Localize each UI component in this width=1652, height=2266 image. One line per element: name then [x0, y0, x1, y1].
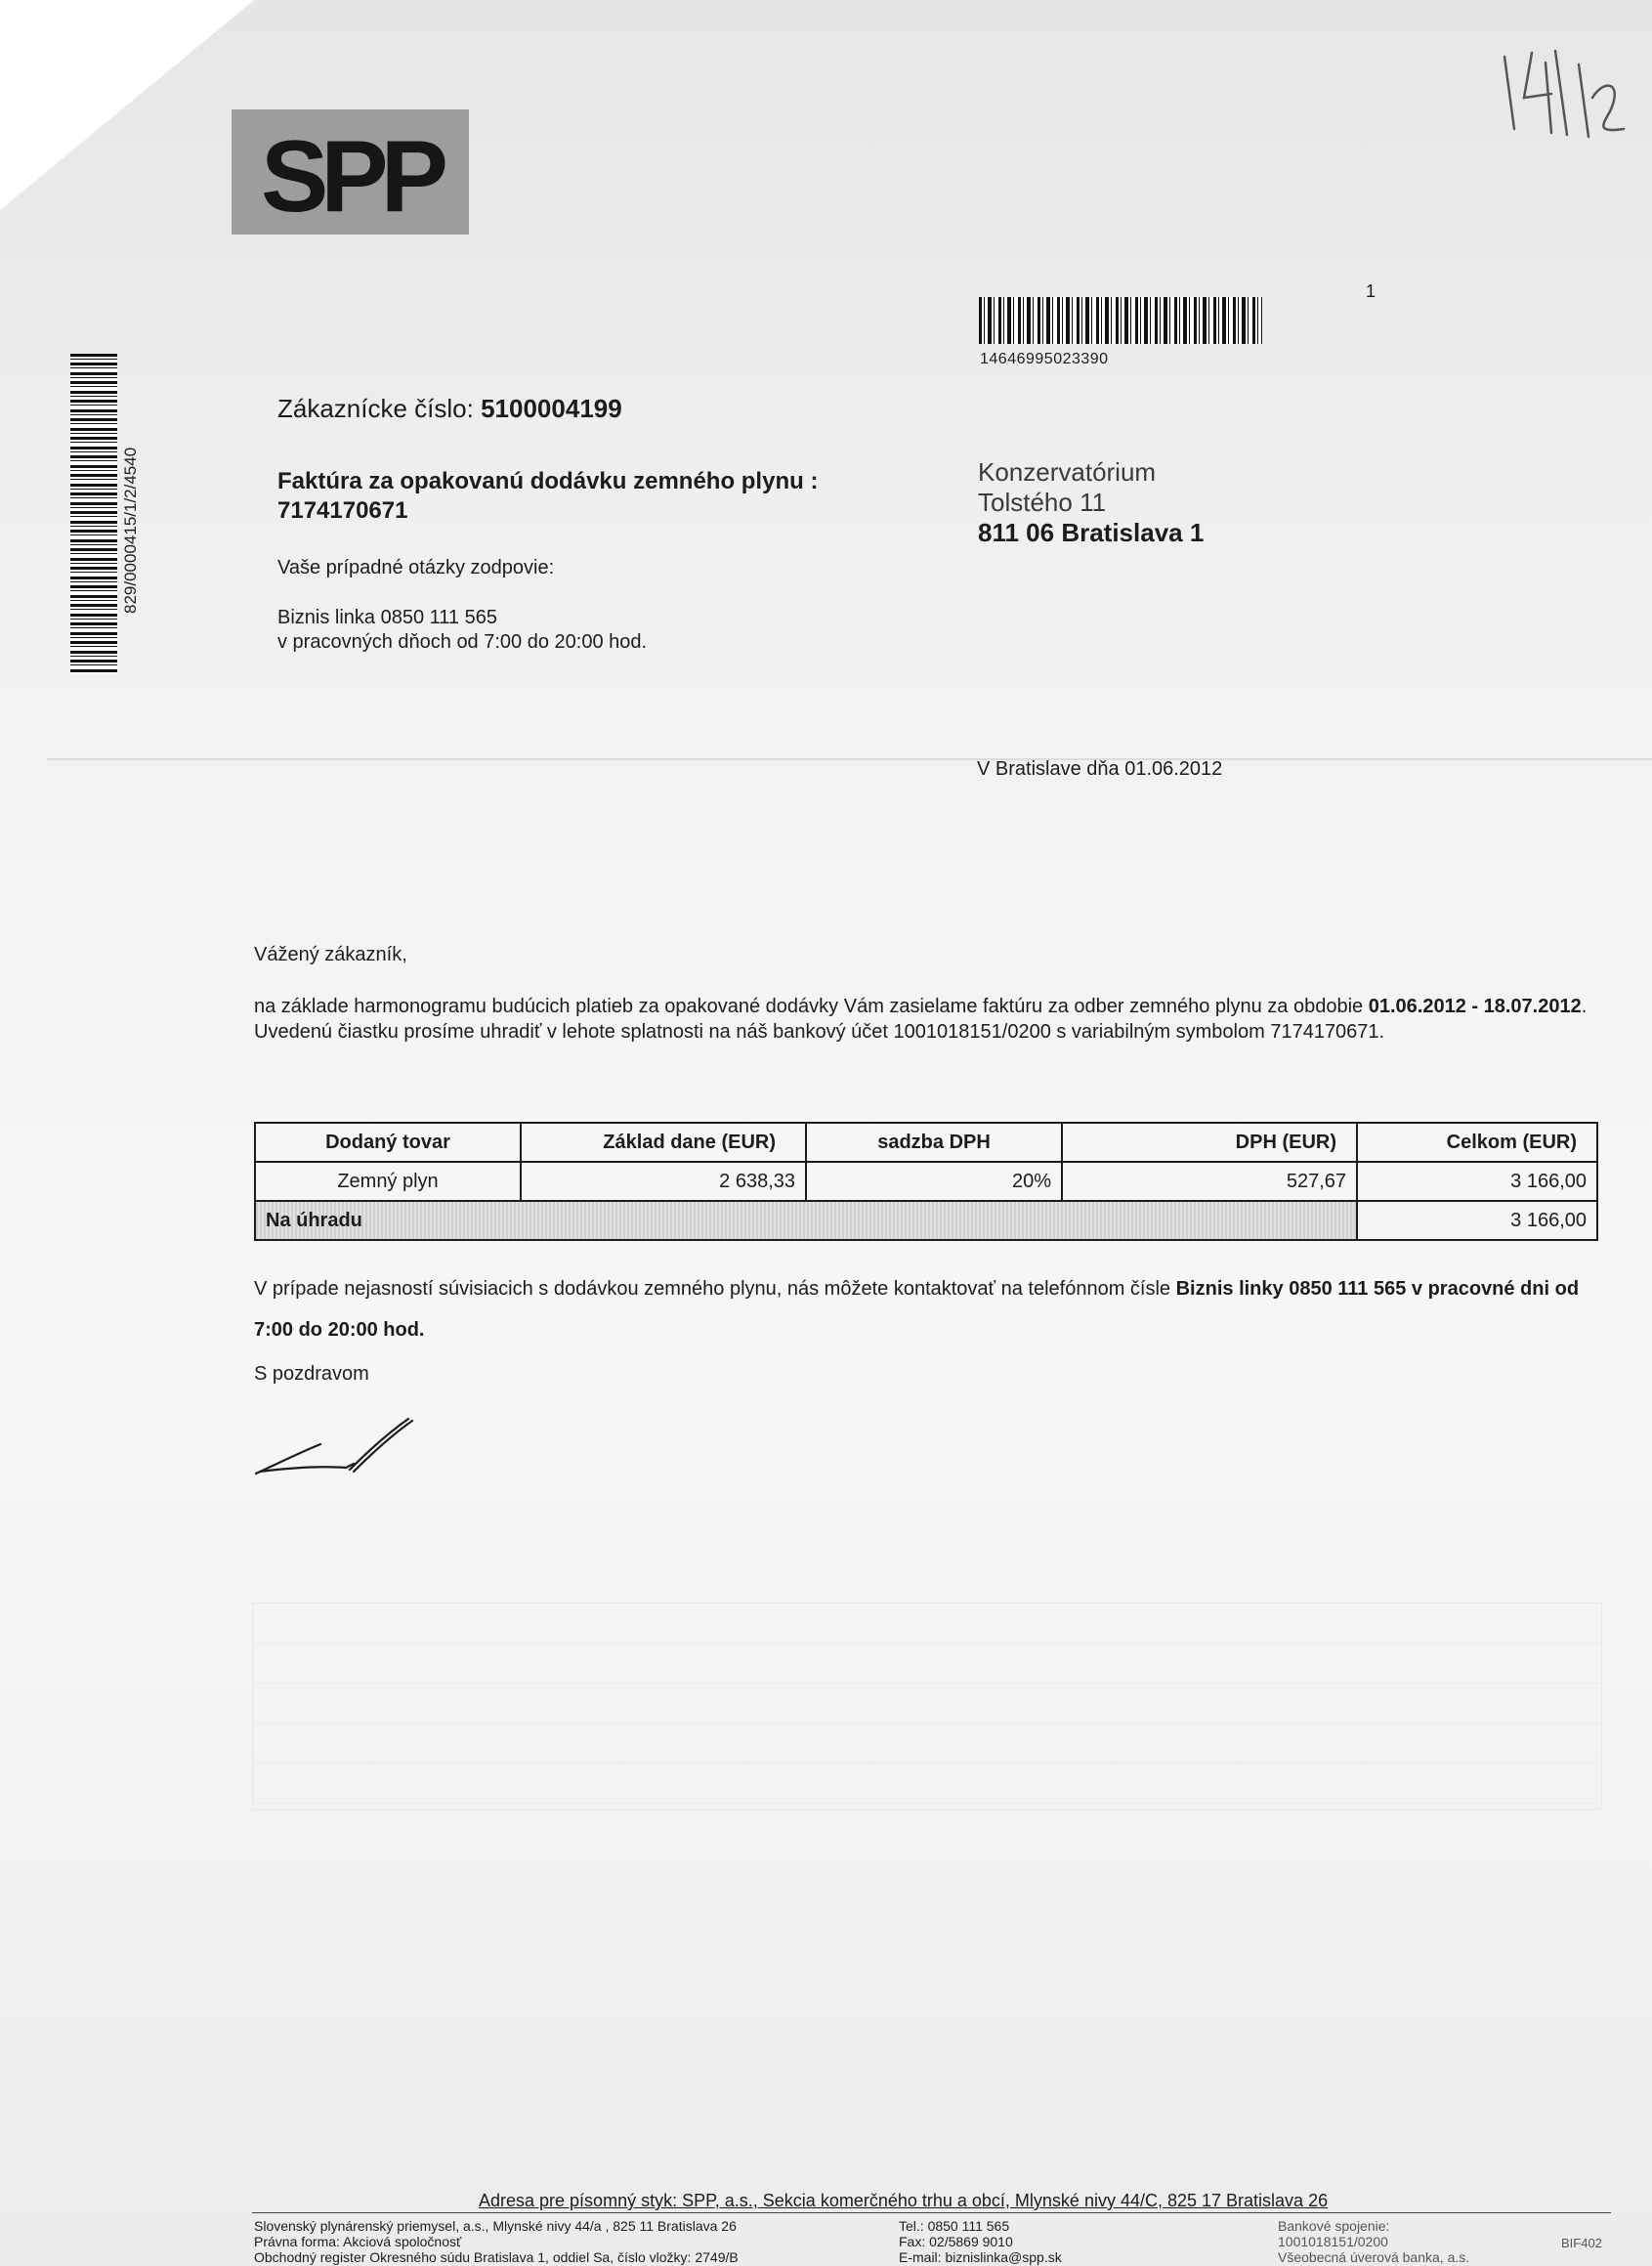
- footer-register: Obchodný register Okresného súdu Bratislava 1, oddiel Sa, číslo vložky: 2749/B: [254, 2249, 739, 2265]
- billing-period: 01.06.2012 - 18.07.2012: [1368, 996, 1582, 1017]
- contact-note-text: V prípade nejasností súvisiacich s dodávkou zemného plynu, nás môžete kontaktovať na telefónnom čísle: [254, 1278, 1176, 1300]
- spp-logo-mark: [243, 117, 458, 227]
- footer-email: E-mail: biznislinka@spp.sk: [899, 2249, 1062, 2265]
- folded-corner: [0, 0, 254, 210]
- handwritten-note: [1495, 39, 1631, 147]
- spp-logo: [232, 109, 469, 235]
- table-header-row: [255, 1123, 1597, 1162]
- hotline-number: Biznis linka 0850 111 565: [277, 607, 497, 628]
- cell-rate: 20%: [806, 1162, 1062, 1201]
- date-line: V Bratislave dňa 01.06.2012: [977, 758, 1223, 780]
- spp-logo-text: SPP: [260, 120, 441, 227]
- header-rate: sadzba DPH: [806, 1123, 1062, 1162]
- footer-company: [254, 2218, 739, 2266]
- footer-bank-label: Bankové spojenie:: [1278, 2218, 1390, 2234]
- regards: S pozdravom: [254, 1363, 369, 1385]
- letter-paragraph-2: Uvedenú čiastku prosíme uhradiť v lehote splatnosti na náš bankový účet 1001018151/0200 s variabilným symbolom 7174170671.: [254, 1021, 1385, 1043]
- cell-vat: 527,67: [1062, 1162, 1357, 1201]
- footer-fax: Fax: 02/5869 9010: [899, 2234, 1013, 2249]
- invoice-title: [277, 467, 818, 526]
- footer-bank-account: 1001018151/0200: [1278, 2234, 1388, 2249]
- cell-total: 3 166,00: [1357, 1162, 1597, 1201]
- letter-body: [254, 994, 1602, 1045]
- para1-end: .: [1581, 996, 1588, 1017]
- header-vat: DPH (EUR): [1062, 1123, 1357, 1162]
- contact-note-hotline: Biznis linky 0850 111 565 v pracovné dni od 7:00 do 20:00 hod.: [254, 1278, 1580, 1341]
- recipient-city: 811 06 Bratislava 1: [978, 518, 1205, 547]
- faded-background-table: [252, 1603, 1602, 1810]
- invoice-title-line1: Faktúra za opakovanú dodávku zemného plynu :: [277, 468, 819, 494]
- barcode-number: 14646995023390: [980, 351, 1109, 367]
- cell-goods: Zemný plyn: [255, 1162, 521, 1201]
- footer-bank-name: Všeobecná úverová banka, a.s.: [1278, 2249, 1470, 2265]
- customer-number-value: 5100004199: [481, 394, 622, 423]
- due-total: 3 166,00: [1357, 1201, 1597, 1240]
- footer-tel: Tel.: 0850 111 565: [899, 2218, 1010, 2234]
- letter-paragraph-1: [254, 994, 1602, 1019]
- recipient-address: [978, 457, 1204, 548]
- header-base: Základ dane (EUR): [521, 1123, 806, 1162]
- questions-text: Vaše prípadné otázky zodpovie:: [277, 557, 555, 578]
- contact-note: [254, 1268, 1602, 1350]
- footer-divider: [252, 2212, 1611, 2213]
- recipient-name: Konzervatórium: [978, 457, 1157, 487]
- greeting: Vážený zákazník,: [254, 944, 407, 965]
- side-barcode: [70, 354, 117, 674]
- cell-base: 2 638,33: [521, 1162, 806, 1201]
- header-total: Celkom (EUR): [1357, 1123, 1597, 1162]
- table-row: [255, 1162, 1597, 1201]
- paper-fold-line: [47, 758, 1652, 760]
- invoice-number: 7174170671: [277, 497, 408, 524]
- footer-legal-form: Právna forma: Akciová spoločnosť: [254, 2234, 462, 2249]
- recipient-street: Tolstého 11: [978, 488, 1107, 517]
- due-label: Na úhradu: [255, 1201, 1357, 1240]
- footer-mail-address: Adresa pre písomný styk: SPP, a.s., Sekcia komerčného trhu a obcí, Mlynské nivy 44/C, 825 17 Bratislava 26: [479, 2191, 1329, 2210]
- footer-form-code: BIF402: [1561, 2236, 1602, 2250]
- footer-bank: [1278, 2218, 1469, 2266]
- barcode: [979, 297, 1262, 344]
- footer-company-line: Slovenský plynárenský priemysel, a.s., Mlynské nivy 44/a , 825 11 Bratislava 26: [254, 2218, 737, 2234]
- para1-text: na základe harmonogramu budúcich platieb za opakované dodávky Vám zasielame faktúru za odber zemného plynu za obdobie: [254, 996, 1369, 1017]
- hotline-hours: v pracovných dňoch od 7:00 do 20:00 hod.: [277, 631, 648, 653]
- footer-contact: [899, 2218, 1062, 2266]
- header-goods: Dodaný tovar: [255, 1123, 521, 1162]
- page-number: 1: [1366, 281, 1377, 301]
- table-due-row: [255, 1201, 1597, 1240]
- hotline-block: [277, 606, 647, 655]
- invoice-table: [254, 1122, 1598, 1241]
- customer-number-label: Zákaznícke číslo:: [277, 394, 474, 423]
- signature: [252, 1415, 418, 1483]
- customer-number: [277, 394, 622, 424]
- side-code: 829/0000415/1/2/4540: [121, 447, 140, 614]
